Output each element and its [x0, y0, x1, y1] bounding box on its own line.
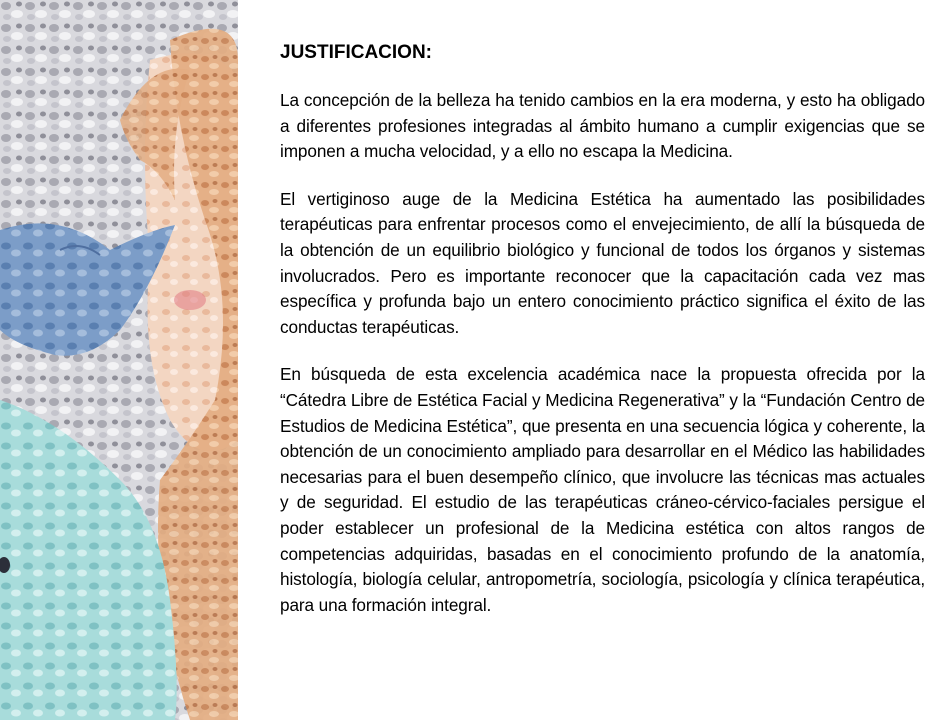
paragraph-2: El vertiginoso auge de la Medicina Estética ha aumentado las posibilidades terapéuticas para enfrentar procesos como el envejecimiento, de allí la búsqueda de la obtención de un equilibrio biológico y funcional de todos los órganos y sistemas involucrados. Pero es importante reconocer que la capacitación cada vez mas específica y profunda bajo un entero conocimiento práctico significa el éxito de las conductas terapéuticas.	[280, 188, 925, 337]
paragraph-3: En búsqueda de esta excelencia académica nace la propuesta ofrecida por la “Cátedra Libre de Estética Facial y Medicina Regenerativa” y la “Fundación Centro de Estudios de Medicina Estética”, que presenta en una secuencia lógica y coherente, la obtención de un conocimiento ampliado para desarrollar en el Médico las habilidades necesarias para el buen desempeño clínico, que involucre las técnicas mas actuales y de seguridad. El estudio de las terapéuticas cráneo-cérvico-faciales persigue el poder establecer un profesional de la Medicina estética con altos rangos de competencias adquiridas, basadas en el conocimiento profundo de la anatomía, histología, biología celular, antropometría, sociología, psicología y clínica terapéutica, para una formación integral.	[280, 364, 925, 615]
paragraph-1: La concepción de la belleza ha tenido cambios en la era moderna, y esto ha obligado a diferentes profesiones integradas al ámbito humano a cumplir exigencias que se imponen a mucha velocidad, y a ello no escapa la Medicina.	[280, 90, 925, 162]
decorative-photo	[0, 0, 238, 720]
document-body	[280, 40, 925, 640]
section-heading: JUSTIFICACION:	[280, 42, 432, 63]
